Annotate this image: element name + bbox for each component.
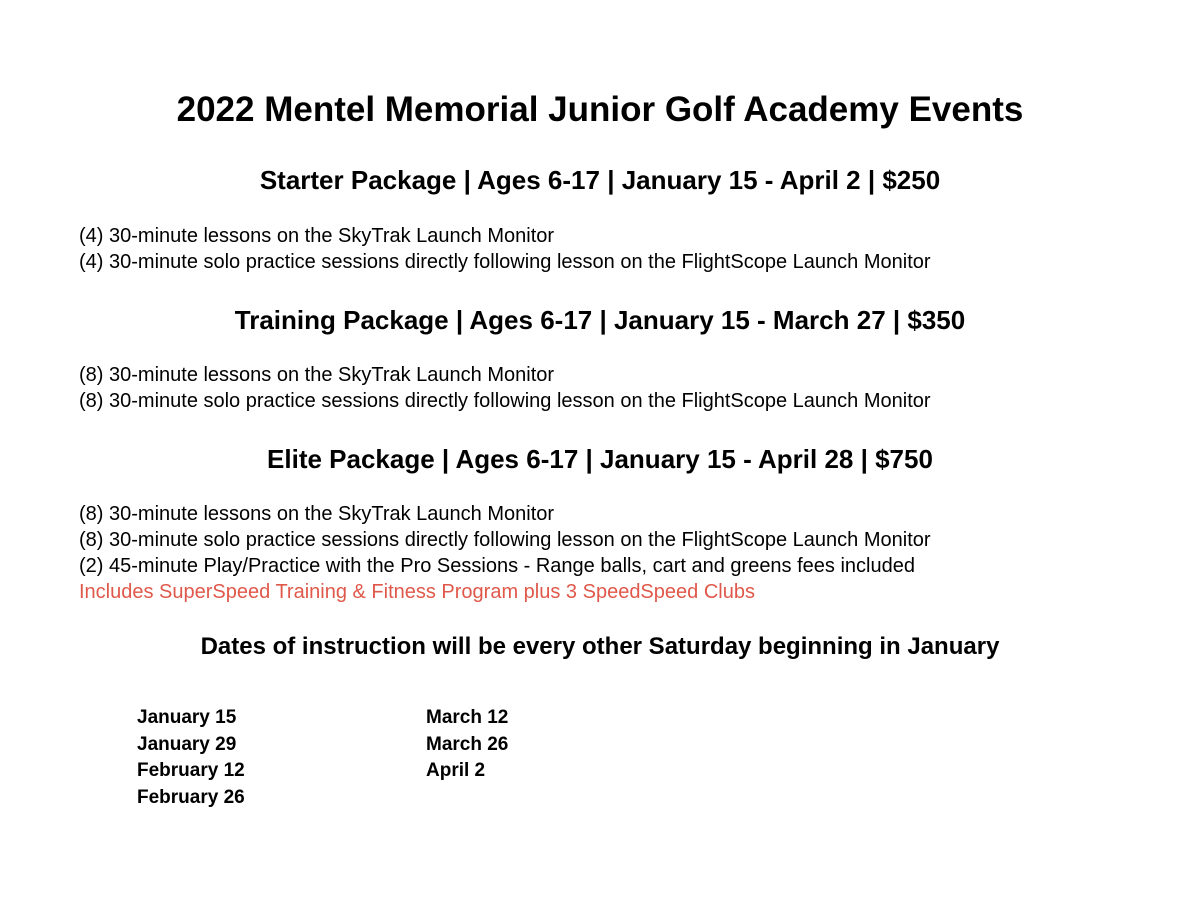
elite-item: (8) 30-minute solo practice sessions directly following lesson on the FlightScope Launch Monitor <box>79 529 931 551</box>
starter-item: (4) 30-minute lessons on the SkyTrak Launch Monitor <box>79 225 555 247</box>
dates-column-1 <box>137 705 245 811</box>
starter-package-details <box>79 223 1179 275</box>
dates-column-2 <box>426 705 508 785</box>
date-item: January 15 <box>137 707 237 728</box>
date-item: April 2 <box>426 760 486 781</box>
page-title: 2022 Mentel Memorial Junior Golf Academy Events <box>176 90 1024 129</box>
elite-package-details <box>79 501 1179 605</box>
elite-item: (2) 45-minute Play/Practice with the Pro Sessions - Range balls, cart and greens fees included <box>79 555 915 577</box>
elite-item: (8) 30-minute lessons on the SkyTrak Launch Monitor <box>79 503 555 525</box>
training-item: (8) 30-minute lessons on the SkyTrak Launch Monitor <box>79 364 555 386</box>
date-item: February 26 <box>137 786 245 808</box>
starter-item: (4) 30-minute solo practice sessions directly following lesson on the FlightScope Launch Monitor <box>79 251 931 273</box>
date-item: February 12 <box>137 760 245 781</box>
elite-package-heading: Elite Package | Ages 6-17 | January 15 - April 28 | $750 <box>267 444 933 474</box>
dates-heading: Dates of instruction will be every other Saturday beginning in January <box>200 633 1000 660</box>
date-item: March 12 <box>426 707 509 728</box>
training-item: (8) 30-minute solo practice sessions directly following lesson on the FlightScope Launch Monitor <box>79 390 931 412</box>
training-package-details <box>79 362 1179 414</box>
elite-highlight-note: Includes SuperSpeed Training & Fitness Program plus 3 SpeedSpeed Clubs <box>79 581 755 603</box>
training-package-heading: Training Package | Ages 6-17 | January 15 - March 27 | $350 <box>234 305 966 335</box>
date-item: March 26 <box>426 733 509 755</box>
date-item: January 29 <box>137 733 237 755</box>
starter-package-heading: Starter Package | Ages 6-17 | January 15 - April 2 | $250 <box>259 165 941 195</box>
